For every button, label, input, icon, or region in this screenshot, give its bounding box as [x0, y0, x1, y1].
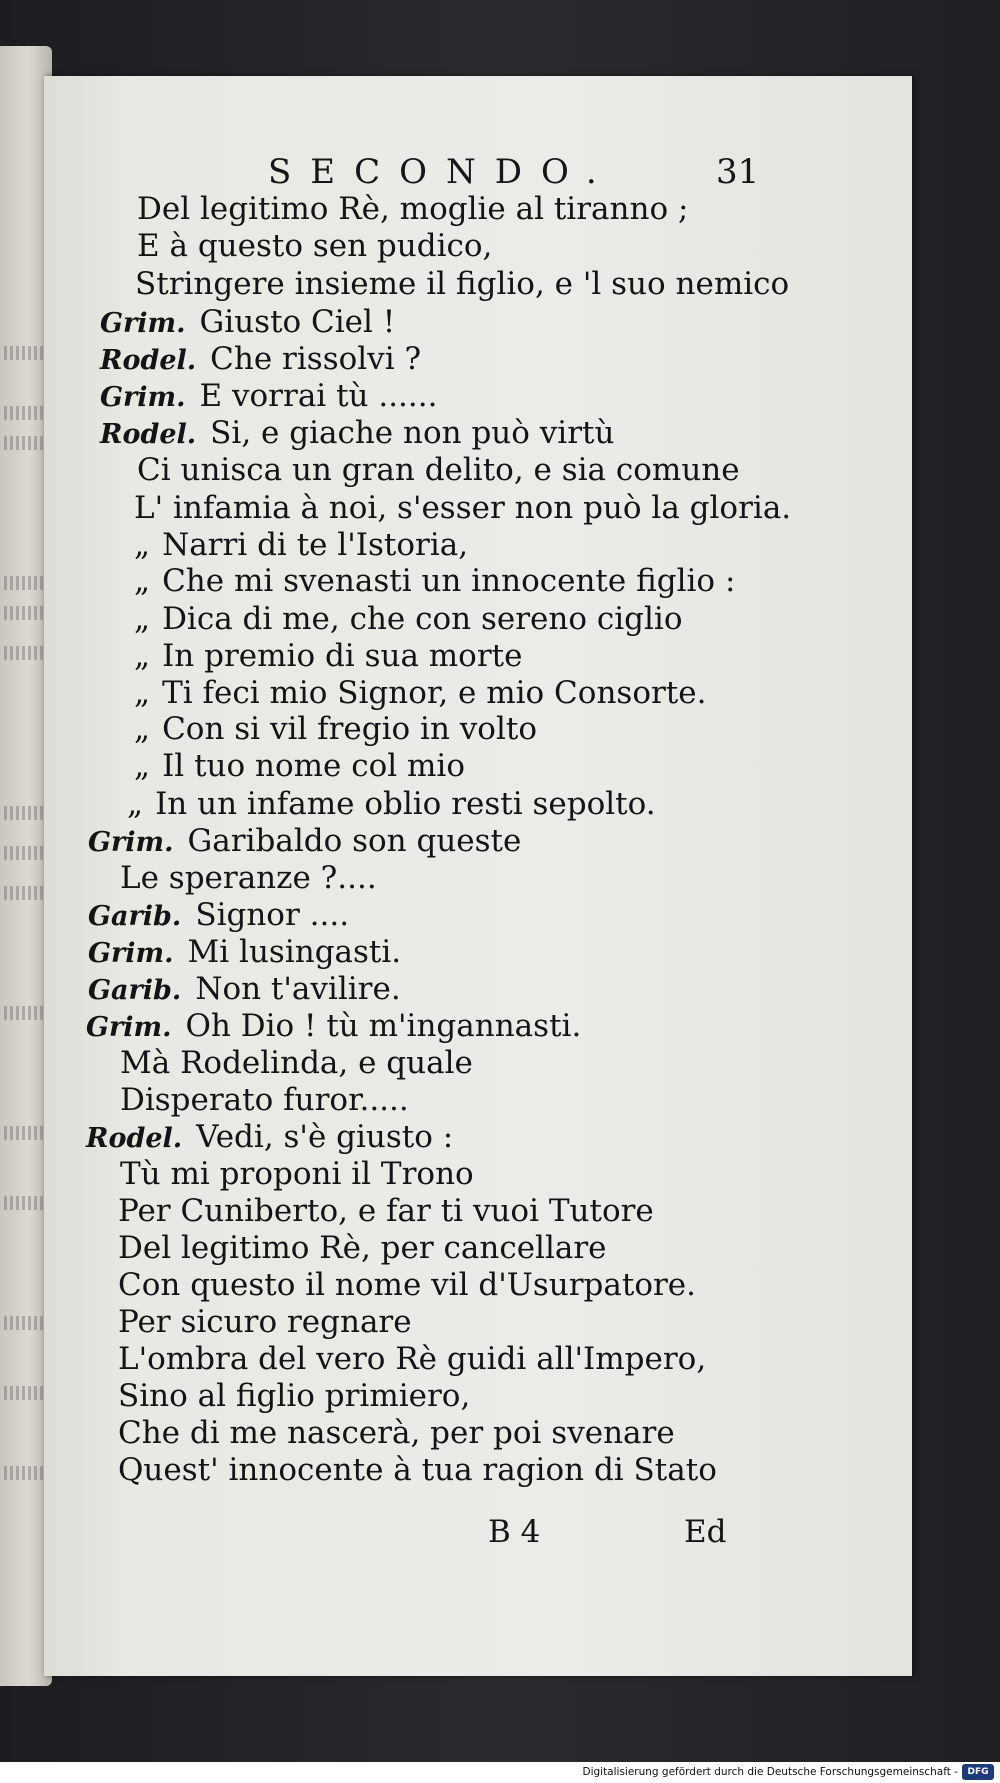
quotation-mark: „ — [134, 527, 151, 563]
line-text: In premio di sua morte — [162, 638, 523, 674]
text-line — [134, 711, 537, 748]
quotation-mark: „ — [127, 786, 144, 822]
line-text: Giusto Ciel ! — [199, 304, 396, 340]
line-text: Mà Rodelinda, e quale — [120, 1045, 473, 1081]
running-head: SECONDO. — [268, 152, 616, 192]
line-text: In un infame oblio resti sepolto. — [155, 786, 656, 822]
line-text: Con si vil fregio in volto — [162, 711, 537, 747]
quotation-mark: „ — [134, 563, 151, 599]
text-line — [120, 860, 377, 897]
signature-mark: B 4 — [488, 1514, 541, 1550]
text-line — [118, 1452, 717, 1489]
text-line — [118, 1193, 654, 1230]
quotation-mark: „ — [134, 601, 151, 637]
line-text: Del legitimo Rè, moglie al tiranno ; — [137, 191, 689, 227]
text-line — [118, 1341, 706, 1378]
text-line — [137, 452, 740, 489]
quotation-mark: „ — [134, 711, 151, 747]
text-line — [135, 266, 789, 303]
text-line — [118, 1267, 696, 1304]
page-header — [268, 150, 908, 194]
text-line — [88, 823, 521, 860]
text-line — [137, 228, 492, 265]
line-text: Che di me nascerà, per poi svenare — [118, 1415, 675, 1451]
text-line — [88, 897, 349, 934]
page-number: 31 — [716, 152, 760, 192]
digitization-credit: Digitalisierung gefördert durch die Deutsche Forschungsgemeinschaft - — [582, 1766, 958, 1778]
text-line — [88, 934, 401, 971]
text-line — [120, 1156, 474, 1193]
quotation-mark: „ — [134, 748, 151, 784]
line-text: E à questo sen pudico, — [137, 228, 493, 264]
line-text: Che rissolvi ? — [210, 341, 422, 377]
text-line — [100, 304, 395, 341]
catchword: Ed — [684, 1514, 727, 1550]
speaker-label: Garib. — [88, 975, 182, 1006]
line-text: Signor .... — [195, 897, 350, 933]
text-line — [137, 191, 688, 228]
line-text: Del legitimo Rè, per cancellare — [118, 1230, 607, 1266]
line-text: Il tuo nome col mio — [162, 748, 466, 784]
line-text: Garibaldo son queste — [187, 823, 522, 859]
line-text: Mi lusingasti. — [187, 934, 402, 970]
line-text: Non t'avilire. — [195, 971, 401, 1007]
line-text: Ci unisca un gran delito, e sia comune — [137, 452, 740, 488]
text-line — [134, 490, 791, 527]
line-text: Per Cuniberto, e far ti vuoi Tutore — [118, 1193, 654, 1229]
dfg-logo: DFG — [962, 1764, 994, 1780]
text-line — [134, 601, 682, 638]
text-line — [100, 341, 421, 378]
text-line — [120, 1082, 409, 1119]
line-text: Che mi svenasti un innocente figlio : — [162, 563, 736, 599]
speaker-label: Rodel. — [86, 1123, 183, 1154]
line-text: Con questo il nome vil d'Usurpatore. — [118, 1267, 696, 1303]
text-line — [88, 971, 401, 1008]
speaker-label: Rodel. — [100, 345, 197, 376]
speaker-label: Grim. — [88, 938, 174, 969]
line-text: Oh Dio ! tù m'ingannasti. — [185, 1008, 582, 1044]
text-line — [86, 1008, 581, 1045]
line-text: Disperato furor..... — [120, 1082, 409, 1118]
line-text: Per sicuro regnare — [118, 1304, 412, 1340]
line-text: Stringere insieme il figlio, e 'l suo nemico — [135, 266, 790, 302]
line-text: Dica di me, che con sereno ciglio — [162, 601, 683, 637]
text-line — [134, 563, 735, 600]
line-text: Si, e giache non può virtù — [210, 415, 615, 451]
text-line — [86, 1119, 453, 1156]
speaker-label: Rodel. — [100, 419, 197, 450]
speaker-label: Grim. — [100, 382, 186, 413]
text-line — [134, 638, 522, 675]
speaker-label: Grim. — [86, 1012, 172, 1043]
quotation-mark: „ — [134, 675, 151, 711]
text-line — [134, 675, 706, 712]
line-text: Sino al figlio primiero, — [118, 1378, 471, 1414]
line-text: Vedi, s'è giusto : — [196, 1119, 454, 1155]
line-text: Narri di te l'Istoria, — [162, 527, 469, 563]
text-line — [100, 378, 437, 415]
line-text: L'ombra del vero Rè guidi all'Impero, — [118, 1341, 707, 1377]
text-line — [118, 1415, 675, 1452]
text-line — [120, 1045, 473, 1082]
line-text: L' infamia à noi, s'esser non può la gloria. — [134, 490, 792, 526]
line-text: Tù mi proponi il Trono — [120, 1156, 474, 1192]
line-text: Ti feci mio Signor, e mio Consorte. — [162, 675, 707, 711]
line-text: Le speranze ?.... — [120, 860, 377, 896]
line-text: E vorrai tù ...... — [199, 378, 438, 414]
text-line — [127, 786, 656, 823]
line-text: Quest' innocente à tua ragion di Stato — [118, 1452, 717, 1488]
text-line — [134, 748, 465, 785]
speaker-label: Garib. — [88, 901, 182, 932]
text-line — [100, 415, 614, 452]
speaker-label: Grim. — [88, 827, 174, 858]
text-line — [118, 1230, 607, 1267]
quotation-mark: „ — [134, 638, 151, 674]
speaker-label: Grim. — [100, 308, 186, 339]
text-line — [134, 527, 468, 564]
text-line — [118, 1378, 470, 1415]
text-line — [118, 1304, 412, 1341]
